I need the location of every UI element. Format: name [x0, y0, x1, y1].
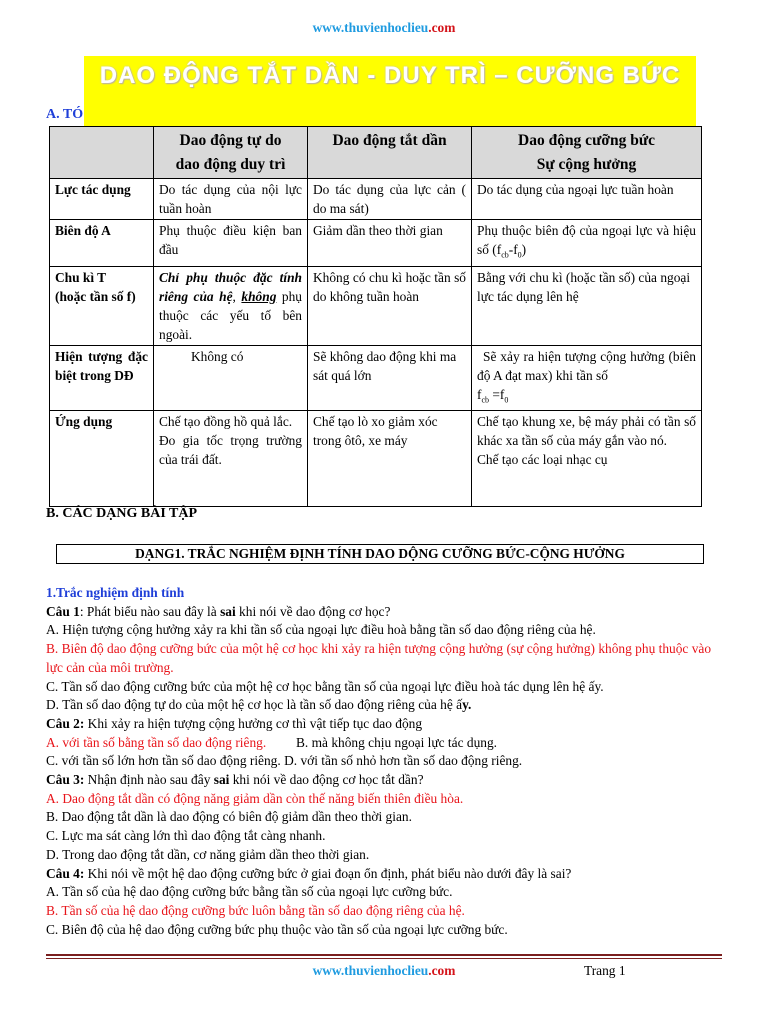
- table-cell: Chế tạo khung xe, bệ máy phải có tần số khác xa tần số của máy gắn vào nó. Chế tạo các loại nhạc cụ: [472, 411, 702, 507]
- answer-option: B. Dao động tắt dần là dao động có biên độ giảm dần theo thời gian.: [46, 809, 412, 825]
- answer-option-correct: B. Biên độ dao động cưỡng bức của một hệ cơ học khi xảy ra hiện tượng cộng hưởng (sự cộng hưởng) không phụ thuộc vào lực cản của môi trường.: [46, 641, 712, 675]
- table-cell: Chế tạo lò xo giảm xóc trong ôtô, xe máy: [308, 411, 472, 507]
- footer-divider-thin: [46, 958, 722, 959]
- header-site-tld: .com: [428, 20, 456, 35]
- topic-box: DẠNG1. TRẮC NGHIỆM ĐỊNH TÍNH DAO DỘNG CƯỠNG BỨC-CỘNG HƯỞNG: [56, 544, 704, 564]
- header-forced-oscillation: Dao động cưỡng bức Sự cộng hưởng: [472, 127, 702, 179]
- row-header-phenomenon: Hiện tượng đặc biệt trong DĐ: [50, 345, 154, 411]
- table-cell: Phụ thuộc biên độ của ngoại lực và hiệu số $(f_{cb}-f_0)$: [472, 220, 702, 267]
- table-cell: Chỉ phụ thuộc đặc tính riêng của hệ, không phụ thuộc các yếu tố bên ngoài.: [154, 266, 308, 345]
- table-cell: Sẽ không dao động khi ma sát quá lớn: [308, 345, 472, 411]
- table-cell: Do tác dụng của lực cản ( do ma sát): [308, 179, 472, 220]
- answer-option-correct: B. Tần số của hệ dao động cưỡng bức luôn bằng tần số dao động riêng của hệ.: [46, 902, 465, 918]
- footer-divider: [46, 954, 722, 956]
- table-cell: Do tác dụng của ngoại lực tuần hoàn: [472, 179, 702, 220]
- table-header-row: [50, 127, 702, 179]
- row-header-period: Chu kì T (hoặc tần số f): [50, 266, 154, 345]
- answer-option-row: C. với tần số lớn hơn tần số dao động riêng. D. với tần số nhỏ hơn tần số dao động riêng.: [46, 753, 523, 769]
- question-1: Câu 1: Phát biểu nào sau đây là sai khi nói về dao động cơ học?: [46, 603, 391, 619]
- table-cell: Không có chu kì hoặc tần số do không tuần hoàn: [308, 266, 472, 345]
- table-row: [50, 220, 702, 267]
- header-damped-oscillation: Dao động tắt dần: [308, 127, 472, 179]
- answer-option-row: [46, 734, 726, 753]
- answer-option: C. Biên độ của hệ dao động cưỡng bức phụ thuộc vào tần số của ngoại lực cưỡng bức.: [46, 921, 508, 937]
- header-site-name: www.thuvienhoclieu: [312, 20, 429, 35]
- answer-option: D. Trong dao động tắt dần, cơ năng giảm dần theo thời gian.: [46, 846, 370, 862]
- row-header-force: Lực tác dụng: [50, 179, 154, 220]
- table-cell: Giảm dần theo thời gian: [308, 220, 472, 267]
- question-list: [46, 584, 726, 939]
- answer-option: B. mà không chịu ngoại lực tác dụng.: [296, 734, 498, 750]
- table-cell: Không có: [154, 345, 308, 411]
- footer-site-link[interactable]: [0, 963, 768, 979]
- header-free-oscillation: Dao động tự do dao động duy trì: [154, 127, 308, 179]
- answer-option: C. Lực ma sát càng lớn thì dao động tắt càng nhanh.: [46, 828, 326, 844]
- footer-site-tld: .com: [428, 963, 456, 978]
- question-3: Câu 3: Nhận định nào sau đây sai khi nói về dao động cơ học tắt dần?: [46, 772, 424, 788]
- answer-option-correct: A. với tần số bằng tần số dao động riêng.: [46, 734, 267, 750]
- header-site-link[interactable]: [0, 20, 768, 36]
- question-2: Câu 2: Khi xảy ra hiện tượng cộng hưởng cơ thì vật tiếp tục dao động: [46, 715, 423, 731]
- row-header-application: Ứng dụng: [50, 411, 154, 507]
- table-cell: Sẽ xảy ra hiện tượng cộng hưởng (biên độ A đạt max) khi tần số $f_{cb} =f_0$: [472, 345, 702, 411]
- section-b-heading: B. CÁC DẠNG BÀI TẬP: [46, 506, 198, 521]
- answer-option: D. Tần số dao động tự do của một hệ cơ học là tần số dao động riêng của hệ ấy.: [46, 697, 472, 713]
- row-header-amplitude: Biên độ A: [50, 220, 154, 267]
- question-4: Câu 4: Khi nói về một hệ dao động cưỡng bức ở giai đoạn ổn định, phát biểu nào dưới đây là sai?: [46, 865, 572, 881]
- answer-option: A. Hiện tượng cộng hưởng xảy ra khi tần số của ngoại lực điều hoà bằng tần số dao động riêng của hệ.: [46, 622, 596, 638]
- table-cell: Chế tạo đồng hồ quả lắc. Đo gia tốc trọng trường của trái đất.: [154, 411, 308, 507]
- table-row: [50, 266, 702, 345]
- answer-option: A. Tần số của hệ dao động cưỡng bức bằng tần số của ngoại lực cưỡng bức.: [46, 884, 453, 900]
- table-cell: Bằng với chu kì (hoặc tần số) của ngoại lực tác dụng lên hệ: [472, 266, 702, 345]
- header-empty-cell: [50, 127, 154, 179]
- answer-option: C. Tần số dao động cưỡng bức của một hệ cơ học bằng tần số của ngoại lực điều hoà tác dụng lên hệ ấy.: [46, 678, 604, 694]
- table-cell: Phụ thuộc điều kiện ban đầu: [154, 220, 308, 267]
- page-title: DAO ĐỘNG TẮT DẦN - DUY TRÌ – CƯỠNG BỨC: [84, 56, 696, 126]
- table-cell: Do tác dụng của nội lực tuần hoàn: [154, 179, 308, 220]
- section-a-heading: A. TÓ: [46, 107, 84, 122]
- page-number: Trang 1: [584, 963, 626, 978]
- comparison-table: [49, 126, 702, 507]
- table-row: [50, 411, 702, 507]
- table-row: [50, 179, 702, 220]
- answer-option-correct: A. Dao động tắt dần có động năng giảm dần còn thế năng biến thiên điều hòa.: [46, 790, 464, 806]
- subsection-heading: 1.Trắc nghiệm định tính: [46, 585, 185, 600]
- footer-site-name: www.thuvienhoclieu: [312, 963, 429, 978]
- table-row: [50, 345, 702, 411]
